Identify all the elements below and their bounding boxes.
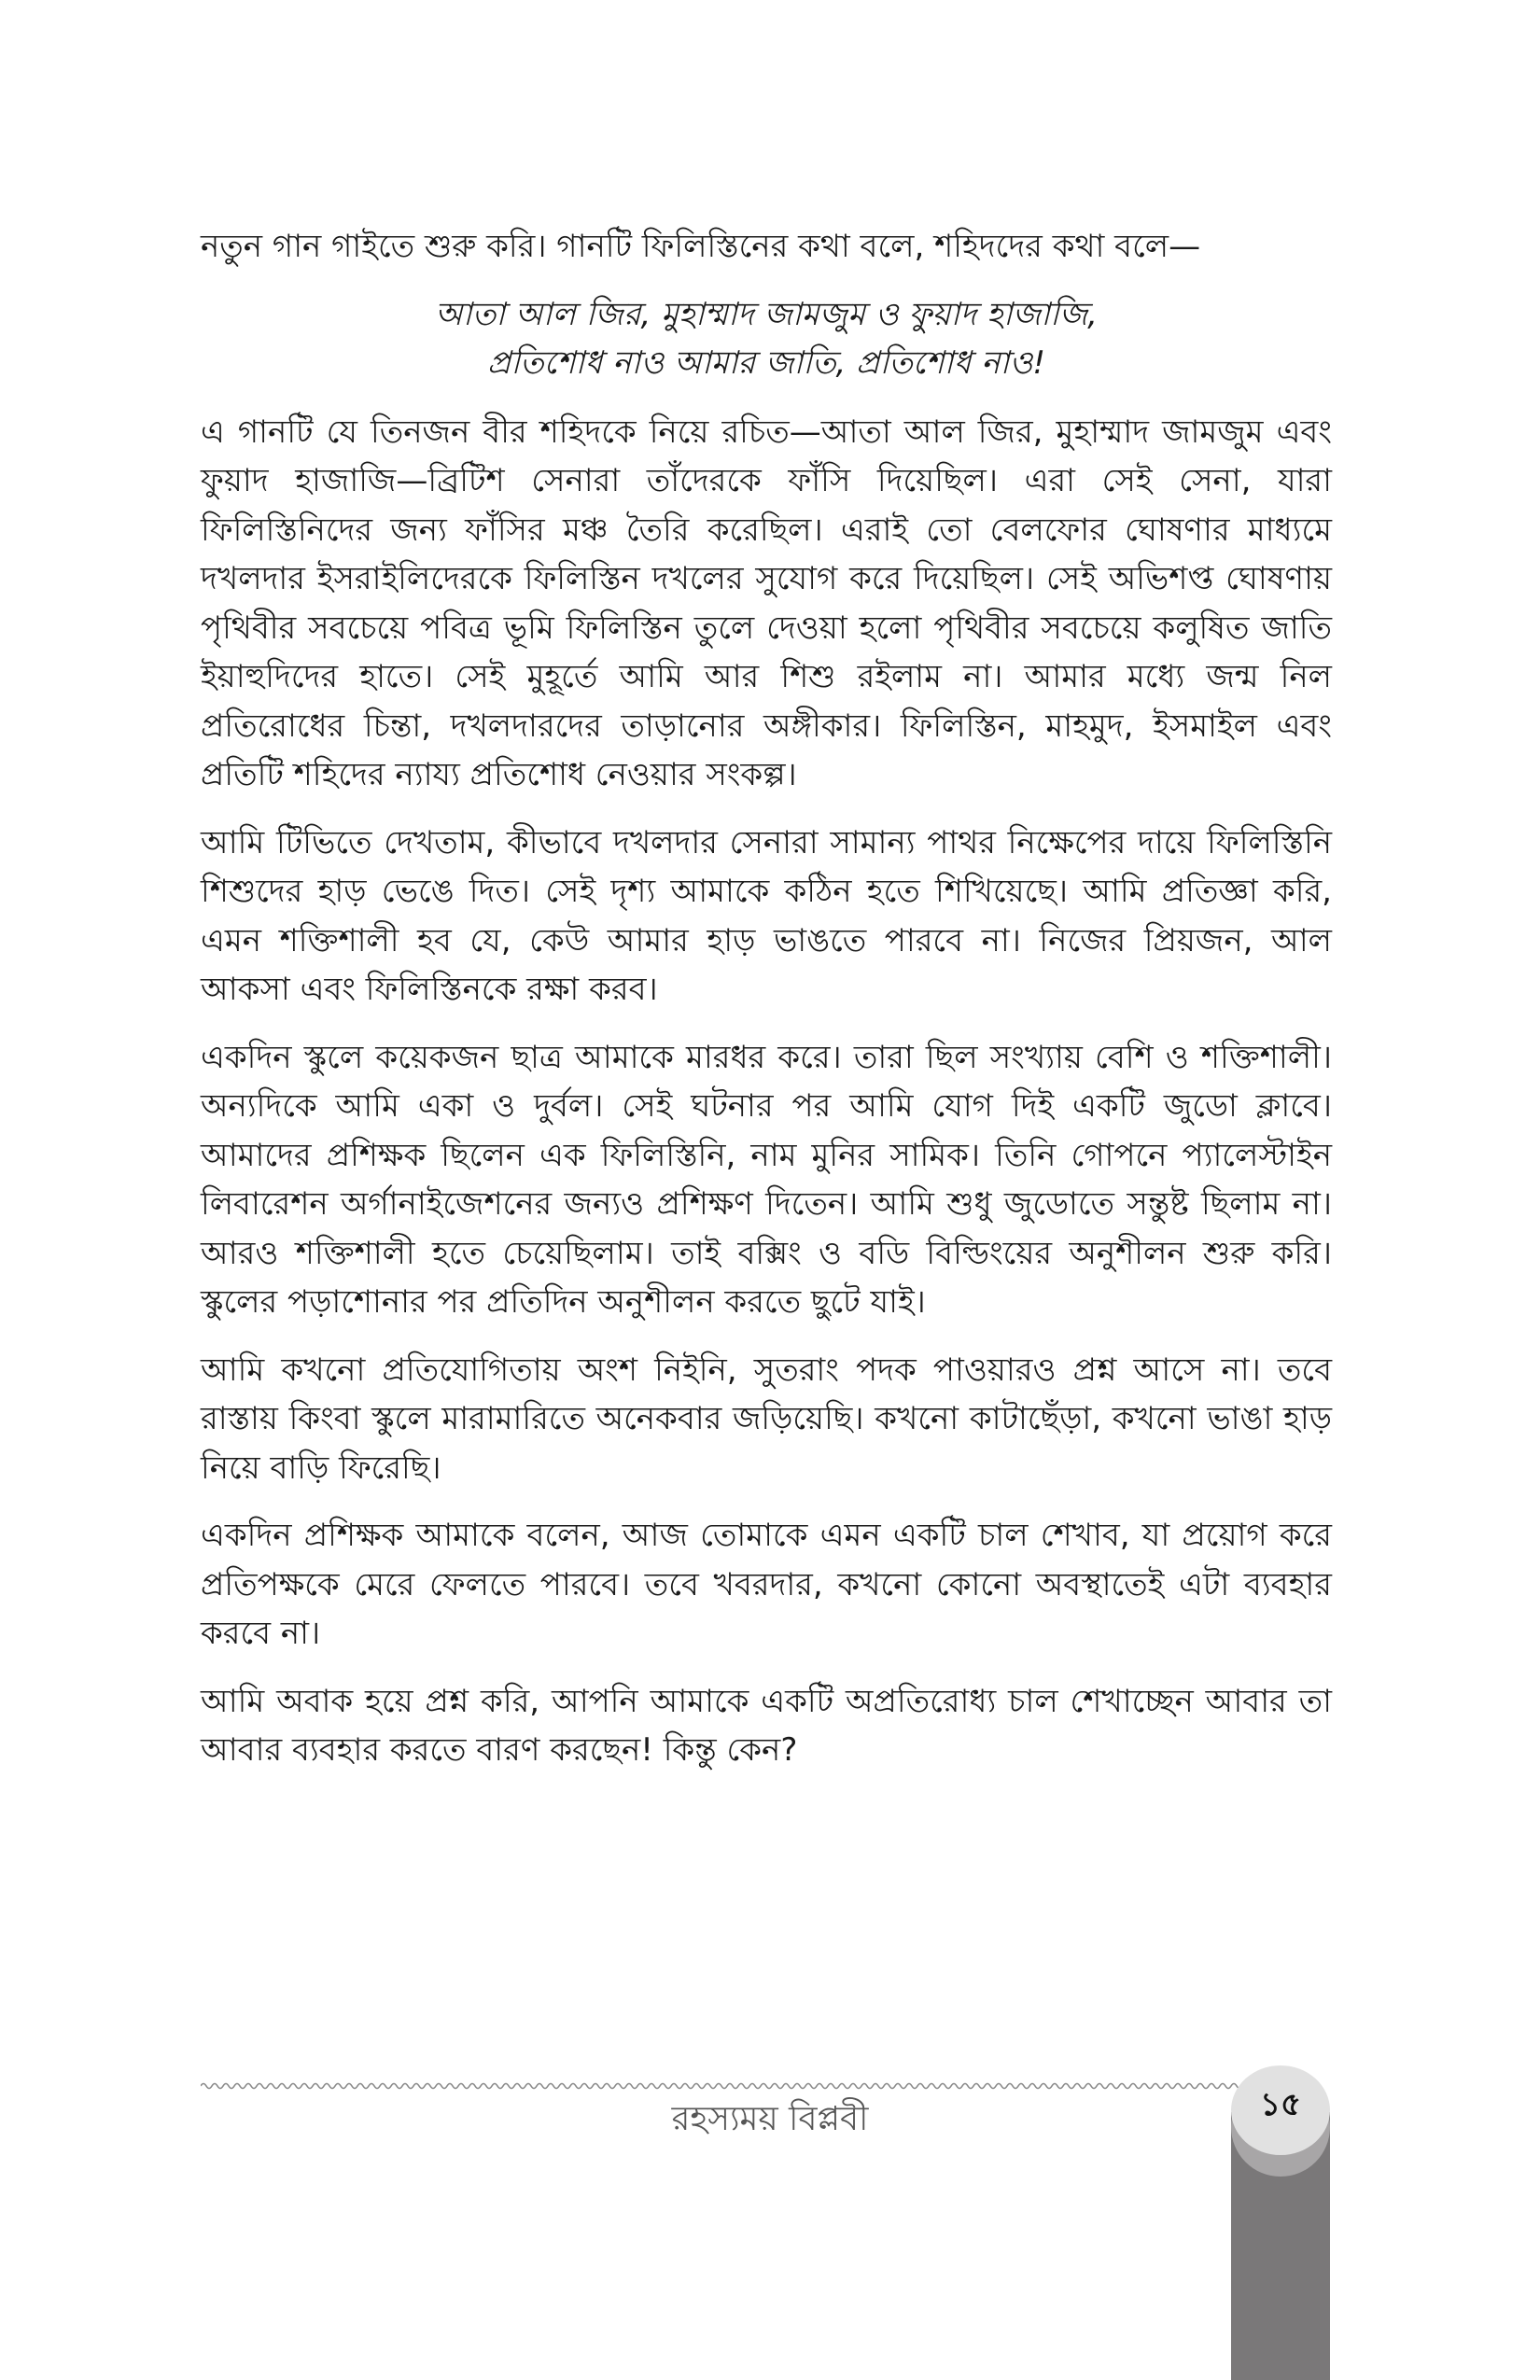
paragraph: এ গানটি যে তিনজন বীর শহিদকে নিয়ে রচিত—আতা আল জির, মুহাম্মাদ জামজুম এবং ফুয়াদ হাজাজি—ব্রিটিশ সেনারা তাঁদেরকে ফাঁসি দিয়েছিল। এরা সেই সেনা, যারা ফিলিস্তিনিদের জন্য ফাঁসির মঞ্চ তৈরি করেছিল। এরাই তো বেলফোর ঘোষণার মাধ্যমে দখলদার ইসরাইলিদেরকে ফিলিস্তিন দখলের সুযোগ করে দিয়েছিল। সেই অভিশপ্ত ঘোষণায় পৃথিবীর সবচেয়ে পবিত্র ভূমি ফিলিস্তিন তুলে দেওয়া হলো পৃথিবীর সবচেয়ে কলুষিত জাতি ইয়াহুদিদের হাতে। সেই মুহূর্তে আমি আর শিশু রইলাম না। আমার মধ্যে জন্ম নিল প্রতিরোধের চিন্তা, দখলদারদের তাড়ানোর অঙ্গীকার। ফিলিস্তিন, মাহমুদ, ইসমাইল এবং প্রতিটি শহিদের ন্যায্য প্রতিশোধ নেওয়ার সংকল্প। [201,413,1332,793]
poem-block [201,290,1332,387]
footer-book-title: রহস্যময় বিপ্লবী [671,2100,869,2138]
poem-line: প্রতিশোধ নাও আমার জাতি, প্রতিশোধ নাও! [486,343,1046,382]
page-number-badge [1231,2065,1330,2155]
footer-wavy-divider [201,2079,1265,2093]
paragraph: আমি কখনো প্রতিযোগিতায় অংশ নিইনি, সুতরাং পদক পাওয়ারও প্রশ্ন আসে না। তবে রাস্তায় কিংবা স্কুলে মারামারিতে অনেকবার জড়িয়েছি। কখনো কাটাছেঁড়া, কখনো ভাঙা হাড় নিয়ে বাড়ি ফিরেছি। [201,1351,1332,1487]
page-body [201,222,1332,1794]
page-number: ১৫ [1259,2085,1302,2123]
paragraph-intro: নতুন গান গাইতে শুরু করি। গানটি ফিলিস্তিনের কথা বলে, শহিদদের কথা বলে— [201,228,1201,265]
paragraph: আমি টিভিতে দেখতাম, কীভাবে দখলদার সেনারা সামান্য পাথর নিক্ষেপের দায়ে ফিলিস্তিনি শিশুদের হাড় ভেঙে দিত। সেই দৃশ্য আমাকে কঠিন হতে শিখিয়েছে। আমি প্রতিজ্ঞা করি, এমন শক্তিশালী হব যে, কেউ আমার হাড় ভাঙতে পারবে না। নিজের প্রিয়জন, আল আকসা এবং ফিলিস্তিনকে রক্ষা করব। [201,823,1332,1008]
poem-line: আতা আল জির, মুহাম্মাদ জামজুম ও ফুয়াদ হাজাজি, [435,295,1098,333]
paragraph: আমি অবাক হয়ে প্রশ্ন করি, আপনি আমাকে একটি অপ্রতিরোধ্য চাল শেখাচ্ছেন আবার তা আবার ব্যবহার করতে বারণ করছেন! কিন্তু কেন? [201,1682,1332,1769]
paragraph: একদিন প্রশিক্ষক আমাকে বলেন, আজ তোমাকে এমন একটি চাল শেখাব, যা প্রয়োগ করে প্রতিপক্ষকে মেরে ফেলতে পারবে। তবে খবরদার, কখনো কোনো অবস্থাতেই এটা ব্যবহার করবে না। [201,1517,1332,1652]
paragraph: একদিন স্কুলে কয়েকজন ছাত্র আমাকে মারধর করে। তারা ছিল সংখ্যায় বেশি ও শক্তিশালী। অন্যদিকে আমি একা ও দুর্বল। সেই ঘটনার পর আমি যোগ দিই একটি জুডো ক্লাবে। আমাদের প্রশিক্ষক ছিলেন এক ফিলিস্তিনি, নাম মুনির সামিক। তিনি গোপনে প্যালেস্টাইন লিবারেশন অর্গানাইজেশনের জন্যও প্রশিক্ষণ দিতেন। আমি শুধু জুডোতে সন্তুষ্ট ছিলাম না। আরও শক্তিশালী হতে চেয়েছিলাম। তাই বক্সিং ও বডি বিল্ডিংয়ের অনুশীলন শুরু করি। স্কুলের পড়াশোনার পর প্রতিদিন অনুশীলন করতে ছুটে যাই। [201,1038,1332,1321]
